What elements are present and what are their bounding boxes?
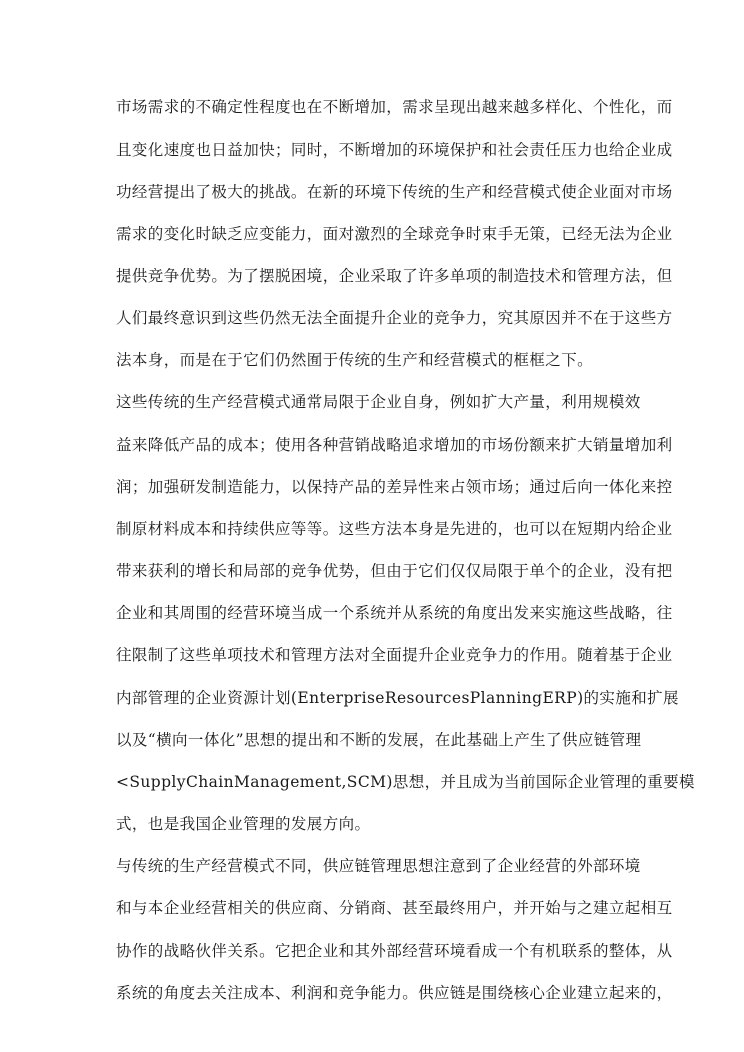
text-line: 系统的角度去关注成本、利润和竞争能力。供应链是围绕核心企业建立起来的，: [116, 984, 673, 1002]
text-line: 以及“横向一体化”思想的提出和不断的发展，在此基础上产生了供应链管理: [116, 731, 642, 749]
text-line: 人们最终意识到这些仍然无法全面提升企业的竞争力，究其原因并不在于这些方: [116, 309, 673, 327]
text-line: 协作的战略伙伴关系。它把企业和其外部经营环境看成一个有机联系的整体，从: [116, 942, 673, 960]
text-line: 市场需求的不确定性程度也在不断增加，需求呈现出越来越多样化、个性化，而: [116, 98, 673, 116]
text-line: 需求的变化时缺乏应变能力，面对激烈的全球竞争时束手无策，已经无法为企业: [116, 225, 673, 243]
text-line: 和与本企业经营相关的供应商、分销商、甚至最终用户，并开始与之建立起相互: [116, 899, 673, 917]
text-line: 与传统的生产经营模式不同，供应链管理思想注意到了企业经营的外部环境: [116, 857, 641, 875]
text-line: 企业和其周围的经营环境当成一个系统并从系统的角度出发来实施这些战略，往: [116, 604, 673, 622]
text-line: 且变化速度也日益加快；同时，不断增加的环境保护和社会责任压力也给企业成: [116, 141, 673, 159]
text-line: 式，也是我国企业管理的发展方向。: [116, 815, 371, 833]
text-line: 内部管理的企业资源计划(EnterpriseResourcesPlanningERP)的实施和扩展: [116, 689, 679, 707]
text-line: 益来降低产品的成本；使用各种营销战略追求增加的市场份额来扩大销量增加利: [116, 436, 673, 454]
text-line: 提供竞争优势。为了摆脱困境，企业采取了许多单项的制造技术和管理方法，但: [116, 267, 673, 285]
text-line: 带来获利的增长和局部的竞争优势，但由于它们仅仅局限于单个的企业，没有把: [116, 562, 673, 580]
text-line: 功经营提出了极大的挑战。在新的环境下传统的生产和经营模式使企业面对市场: [116, 183, 673, 201]
text-line: 法本身，而是在于它们仍然囿于传统的生产和经营模式的框框之下。: [116, 351, 594, 369]
text-line: 往限制了这些单项技术和管理方法对全面提升企业竞争力的作用。随着基于企业: [116, 646, 673, 664]
text-line: 润；加强研发制造能力，以保持产品的差异性来占领市场；通过后向一体化来控: [116, 478, 673, 496]
text-line: 制原材料成本和持续供应等等。这些方法本身是先进的，也可以在短期内给企业: [116, 520, 673, 538]
text-line: <SupplyChainManagement,SCM)思想，并且成为当前国际企业管理的重要模: [116, 773, 695, 791]
text-line: 这些传统的生产经营模式通常局限于企业自身，例如扩大产量，利用规模效: [116, 393, 641, 411]
